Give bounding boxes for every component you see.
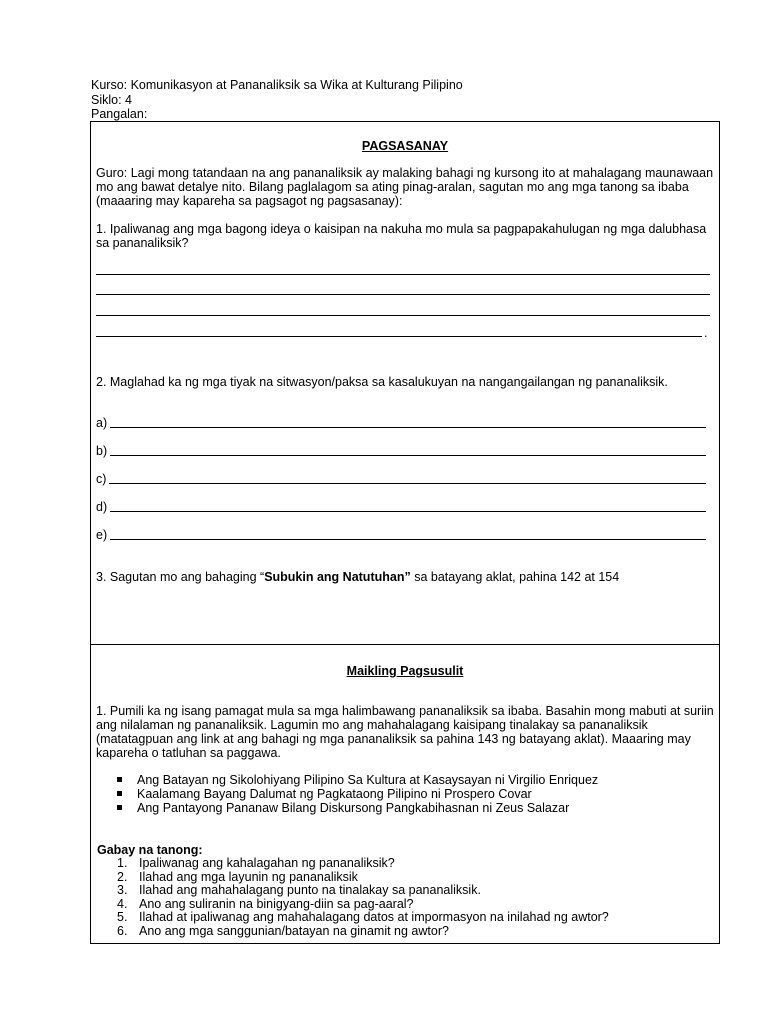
answer-item-c[interactable] — [96, 472, 706, 486]
guide-question — [117, 897, 609, 911]
pagsusulit-title: Maikling Pagsusulit — [346, 664, 464, 678]
list-item — [117, 773, 598, 787]
guide-number: 3. — [117, 883, 128, 897]
list-item — [117, 787, 598, 801]
maikling-pagsusulit-box — [90, 644, 720, 944]
pagsasanay-title: PAGSASANAY — [361, 139, 449, 153]
question-2: 2. Maglahad ka ng mga tiyak na sitwasyon/paksa sa kasalukuyan na nangangailangan ng pananaliksik. — [96, 375, 668, 389]
question-3-bold: Subukin ang Natutuhan” — [264, 570, 411, 584]
item-label: e) — [96, 528, 108, 542]
guide-question — [117, 910, 609, 924]
pangalan-line: Pangalan: — [91, 107, 148, 121]
siklo-line: Siklo: 4 — [91, 92, 132, 107]
guide-number: 1. — [117, 856, 128, 870]
question-3-post: sa batayang aklat, pahina 142 at 154 — [410, 570, 620, 584]
question-3 — [96, 570, 714, 584]
answer-line-1[interactable] — [96, 274, 710, 275]
answer-item-a[interactable] — [96, 416, 706, 430]
guide-question — [117, 870, 609, 884]
pagsasanay-intro: Guro: Lagi mong tatandaan na ang pananaliksik ay malaking bahagi ng kursong ito at mahalagang maunawaan mo ang bawat detalye nito. Bilang paglalagom sa ating pinag-aralan, sagutan mo ang mga tanong sa ibaba (maaaring may kapareha sa pagsagot ng pagsasanay): — [96, 166, 714, 208]
item-rule[interactable] — [110, 416, 706, 428]
bullet-square-icon — [117, 805, 122, 810]
pagsasanay-box — [90, 121, 720, 645]
list-item-text: Ang Pantayong Pananaw Bilang Diskursong Pangkabihasnan ni Zeus Salazar — [137, 801, 570, 815]
item-rule[interactable] — [110, 500, 706, 512]
answer-item-e[interactable] — [96, 528, 706, 542]
answer-item-b[interactable] — [96, 444, 706, 458]
guide-text: Ano ang mga sanggunian/batayan na ginamit ng awtor? — [139, 923, 449, 938]
pagsusulit-instruction: 1. Pumili ka ng isang pamagat mula sa mga halimbawang pananaliksik sa ibaba. Basahin mong mabuti at suriin ang nilalaman ng pananaliksik. Lagumin mo ang mahahalagang kaisipang tinalakay sa pananaliksik (matatagpuan ang link at ang bahagi ng mga pananaliksik sa pahina 143 ng batayang aklat). Maaaring may kapareha o tatluhan sa paggawa. — [96, 704, 714, 760]
question-3-pre: 3. Sagutan mo ang bahaging “ — [96, 570, 265, 584]
header-block — [91, 78, 463, 122]
item-label: a) — [96, 416, 108, 430]
guide-title: Gabay na tanong: — [97, 843, 203, 857]
guide-number: 6. — [117, 923, 128, 938]
kurso-line: Kurso: Komunikasyon at Pananaliksik sa Wika at Kulturang Pilipino — [91, 78, 463, 92]
guide-questions — [117, 856, 609, 937]
guide-number: 4. — [117, 896, 128, 911]
answer-line-4[interactable] — [96, 336, 702, 337]
bullet-square-icon — [117, 791, 122, 796]
answer-end-period: . — [704, 326, 708, 340]
answer-line-3[interactable] — [96, 315, 710, 316]
research-list — [117, 773, 598, 815]
item-label: c) — [96, 472, 107, 486]
guide-text: Ilahad ang mahahalagang punto na tinalakay sa pananaliksik. — [139, 883, 481, 897]
answer-item-d[interactable] — [96, 500, 706, 514]
item-rule[interactable] — [109, 472, 706, 484]
guide-text: Ano ang suliranin na binigyang-diin sa pag-aaral? — [139, 896, 414, 911]
item-rule[interactable] — [110, 444, 706, 456]
list-item-text: Kaalamang Bayang Dalumat ng Pagkataong Pilipino ni Prospero Covar — [137, 787, 532, 801]
list-item-text: Ang Batayan ng Sikolohiyang Pilipino Sa Kultura at Kasaysayan ni Virgilio Enriquez — [137, 773, 599, 787]
guide-text: Ipaliwanag ang kahalagahan ng pananaliksik? — [139, 856, 395, 870]
item-label: d) — [96, 500, 108, 514]
list-item — [117, 801, 598, 815]
item-rule[interactable] — [110, 528, 706, 540]
guide-number: 5. — [117, 910, 128, 924]
item-label: b) — [96, 444, 108, 458]
guide-question — [117, 883, 609, 897]
answer-line-2[interactable] — [96, 294, 710, 295]
bullet-square-icon — [117, 777, 122, 782]
question-1: 1. Ipaliwanag ang mga bagong ideya o kaisipan na nakuha mo mula sa pagpapakahulugan ng mga dalubhasa sa pananaliksik? — [96, 222, 707, 250]
guide-question — [117, 856, 609, 870]
guide-number: 2. — [117, 869, 128, 884]
guide-question — [117, 924, 609, 938]
guide-text: Ilahad at ipaliwanag ang mahahalagang datos at impormasyon na inilahad ng awtor? — [139, 910, 609, 924]
guide-text: Ilahad ang mga layunin ng pananaliksik — [139, 869, 358, 884]
